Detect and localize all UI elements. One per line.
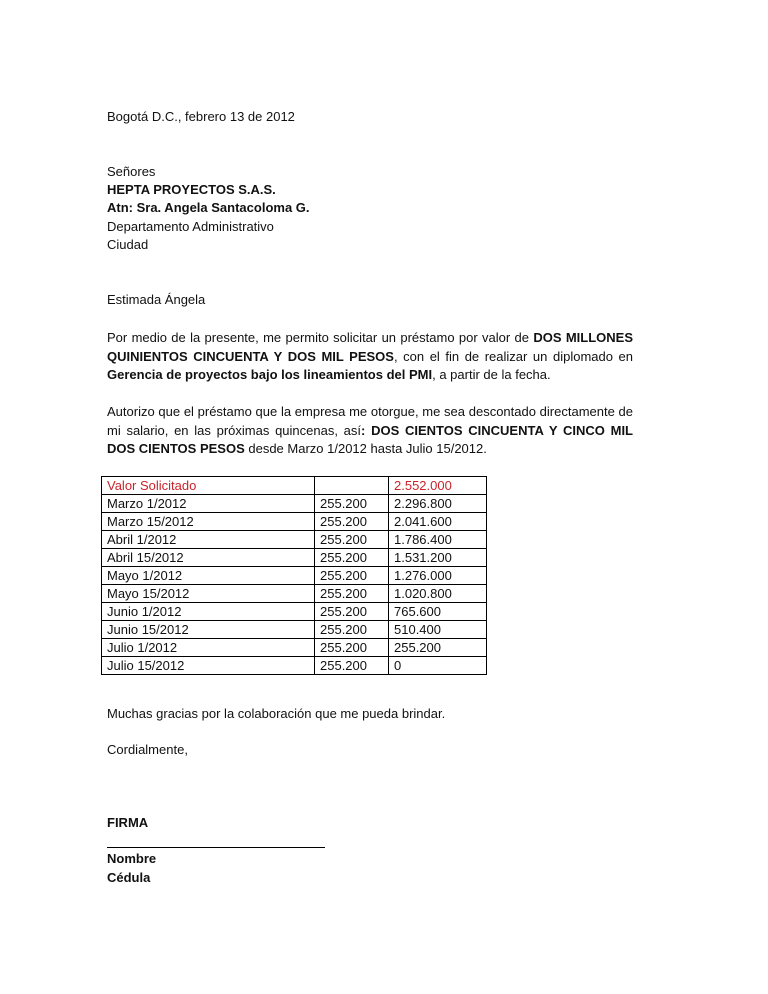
row-date: Junio 15/2012 bbox=[102, 621, 315, 639]
row-date: Mayo 1/2012 bbox=[102, 567, 315, 585]
recipient-attention: Atn: Sra. Angela Santacoloma G. bbox=[107, 200, 310, 215]
row-date: Marzo 1/2012 bbox=[102, 495, 315, 513]
row-installment: 255.200 bbox=[315, 621, 389, 639]
row-installment: 255.200 bbox=[315, 549, 389, 567]
row-installment: 255.200 bbox=[315, 639, 389, 657]
row-date: Abril 1/2012 bbox=[102, 531, 315, 549]
table-row bbox=[102, 513, 487, 531]
signature-line bbox=[107, 847, 325, 848]
signature-label: FIRMA bbox=[107, 815, 149, 830]
recipient-department: Departamento Administrativo bbox=[107, 219, 274, 234]
table-row bbox=[102, 549, 487, 567]
row-balance: 510.400 bbox=[389, 621, 487, 639]
row-installment: 255.200 bbox=[315, 657, 389, 675]
row-balance: 0 bbox=[389, 657, 487, 675]
row-date: Julio 15/2012 bbox=[102, 657, 315, 675]
request-program: Gerencia de proyectos bajo los lineamientos del PMI bbox=[107, 367, 433, 383]
payment-schedule-table bbox=[101, 476, 487, 675]
row-date: Mayo 15/2012 bbox=[102, 585, 315, 603]
request-amount-words: DOS MILLONES QUINIENTOS CINCUENTA Y DOS MIL PESOS bbox=[107, 330, 633, 364]
table-row bbox=[102, 639, 487, 657]
authorization-installment-words: : DOS CIENTOS CINCUENTA Y CINCO MIL DOS CIENTOS PESOS bbox=[107, 422, 633, 457]
row-date: Abril 15/2012 bbox=[102, 549, 315, 567]
row-installment: 255.200 bbox=[315, 495, 389, 513]
row-installment: 255.200 bbox=[315, 531, 389, 549]
greeting: Estimada Ángela bbox=[107, 292, 206, 307]
table-row bbox=[102, 495, 487, 513]
closing-line: Cordialmente, bbox=[107, 742, 188, 757]
row-balance: 1.786.400 bbox=[389, 531, 487, 549]
name-label: Nombre bbox=[107, 851, 157, 866]
authorization-text-2: desde Marzo 1/2012 hasta Julio 15/2012. bbox=[244, 441, 487, 457]
date-line: Bogotá D.C., febrero 13 de 2012 bbox=[107, 109, 295, 124]
row-balance: 765.600 bbox=[389, 603, 487, 621]
table-row bbox=[102, 585, 487, 603]
thanks-line: Muchas gracias por la colaboración que me pueda brindar. bbox=[107, 706, 446, 721]
table-row bbox=[102, 621, 487, 639]
row-balance: 255.200 bbox=[389, 639, 487, 657]
row-date: Junio 1/2012 bbox=[102, 603, 315, 621]
row-balance: 1.276.000 bbox=[389, 567, 487, 585]
recipient-company: HEPTA PROYECTOS S.A.S. bbox=[107, 182, 276, 197]
request-text-1: Por medio de la presente, me permito solicitar un préstamo por valor de bbox=[107, 330, 534, 345]
table-row bbox=[102, 567, 487, 585]
table-header-row bbox=[102, 477, 487, 495]
table-row bbox=[102, 531, 487, 549]
row-installment: 255.200 bbox=[315, 603, 389, 621]
recipient-salutation: Señores bbox=[107, 164, 156, 179]
request-text-3: , a partir de la fecha. bbox=[432, 367, 551, 383]
requested-value-amount: 2.552.000 bbox=[389, 477, 487, 495]
header-empty-cell bbox=[315, 477, 389, 495]
table-row bbox=[102, 657, 487, 675]
row-balance: 2.041.600 bbox=[389, 513, 487, 531]
row-installment: 255.200 bbox=[315, 567, 389, 585]
row-balance: 2.296.800 bbox=[389, 495, 487, 513]
row-date: Julio 1/2012 bbox=[102, 639, 315, 657]
row-installment: 255.200 bbox=[315, 585, 389, 603]
id-label: Cédula bbox=[107, 870, 151, 885]
authorization-paragraph bbox=[107, 403, 633, 459]
row-installment: 255.200 bbox=[315, 513, 389, 531]
authorization-text-1: Autorizo que el préstamo que la empresa me otorgue, me sea descontado directamente de mi salario, en las próximas quincenas, así bbox=[107, 404, 633, 438]
row-date: Marzo 15/2012 bbox=[102, 513, 315, 531]
requested-value-label: Valor Solicitado bbox=[102, 477, 315, 495]
request-text-2: , con el fin de realizar un diplomado en bbox=[393, 348, 633, 364]
row-balance: 1.531.200 bbox=[389, 549, 487, 567]
table-row bbox=[102, 603, 487, 621]
row-balance: 1.020.800 bbox=[389, 585, 487, 603]
recipient-city: Ciudad bbox=[107, 237, 149, 252]
request-paragraph bbox=[107, 329, 633, 385]
